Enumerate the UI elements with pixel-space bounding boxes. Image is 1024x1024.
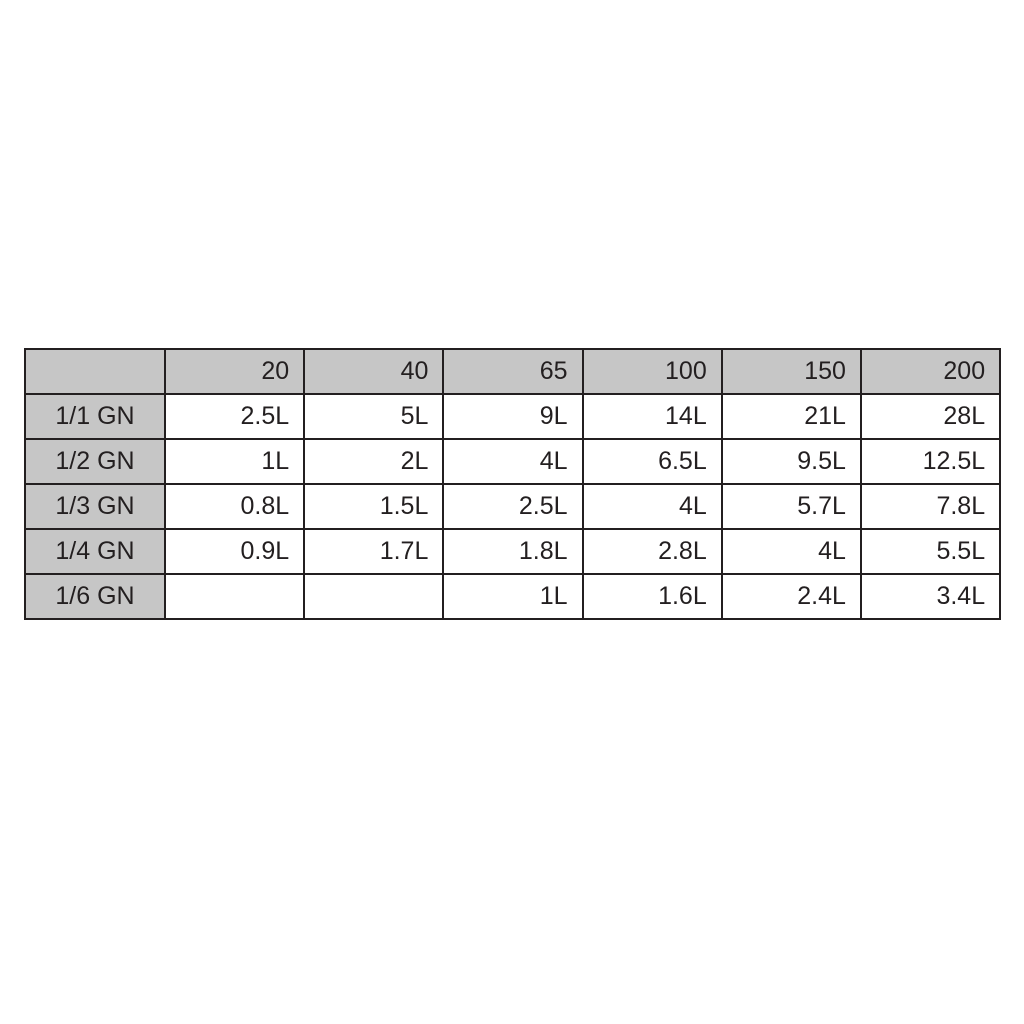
cell-1-3-gn-100: 4L (583, 484, 722, 529)
cell-1-3-gn-200: 7.8L (861, 484, 1000, 529)
cell-1-4-gn-100: 2.8L (583, 529, 722, 574)
table-row (25, 529, 1000, 574)
capacity-table-container (24, 348, 1000, 620)
row-header-1-6-gn: 1/6 GN (25, 574, 165, 619)
cell-1-6-gn-40 (304, 574, 443, 619)
column-header-100: 100 (583, 349, 722, 394)
cell-1-4-gn-40: 1.7L (304, 529, 443, 574)
table-row (25, 574, 1000, 619)
cell-1-2-gn-150: 9.5L (722, 439, 861, 484)
cell-1-2-gn-200: 12.5L (861, 439, 1000, 484)
table-header-row (25, 349, 1000, 394)
cell-1-2-gn-40: 2L (304, 439, 443, 484)
table-header (25, 349, 1000, 394)
cell-1-1-gn-40: 5L (304, 394, 443, 439)
table-row (25, 394, 1000, 439)
cell-1-3-gn-20: 0.8L (165, 484, 304, 529)
column-header-20: 20 (165, 349, 304, 394)
cell-1-1-gn-150: 21L (722, 394, 861, 439)
table-row (25, 439, 1000, 484)
cell-1-3-gn-65: 2.5L (443, 484, 582, 529)
cell-1-1-gn-65: 9L (443, 394, 582, 439)
table-corner-cell (25, 349, 165, 394)
cell-1-2-gn-100: 6.5L (583, 439, 722, 484)
row-header-1-4-gn: 1/4 GN (25, 529, 165, 574)
column-header-40: 40 (304, 349, 443, 394)
cell-1-1-gn-20: 2.5L (165, 394, 304, 439)
cell-1-1-gn-100: 14L (583, 394, 722, 439)
gn-capacity-table (24, 348, 1001, 620)
table-row (25, 484, 1000, 529)
column-header-200: 200 (861, 349, 1000, 394)
cell-1-2-gn-65: 4L (443, 439, 582, 484)
row-header-1-1-gn: 1/1 GN (25, 394, 165, 439)
cell-1-6-gn-100: 1.6L (583, 574, 722, 619)
column-header-150: 150 (722, 349, 861, 394)
cell-1-6-gn-20 (165, 574, 304, 619)
cell-1-3-gn-40: 1.5L (304, 484, 443, 529)
cell-1-4-gn-20: 0.9L (165, 529, 304, 574)
cell-1-6-gn-150: 2.4L (722, 574, 861, 619)
row-header-1-3-gn: 1/3 GN (25, 484, 165, 529)
cell-1-6-gn-200: 3.4L (861, 574, 1000, 619)
cell-1-6-gn-65: 1L (443, 574, 582, 619)
cell-1-4-gn-200: 5.5L (861, 529, 1000, 574)
cell-1-2-gn-20: 1L (165, 439, 304, 484)
table-body (25, 394, 1000, 619)
column-header-65: 65 (443, 349, 582, 394)
cell-1-4-gn-65: 1.8L (443, 529, 582, 574)
cell-1-1-gn-200: 28L (861, 394, 1000, 439)
cell-1-3-gn-150: 5.7L (722, 484, 861, 529)
row-header-1-2-gn: 1/2 GN (25, 439, 165, 484)
cell-1-4-gn-150: 4L (722, 529, 861, 574)
